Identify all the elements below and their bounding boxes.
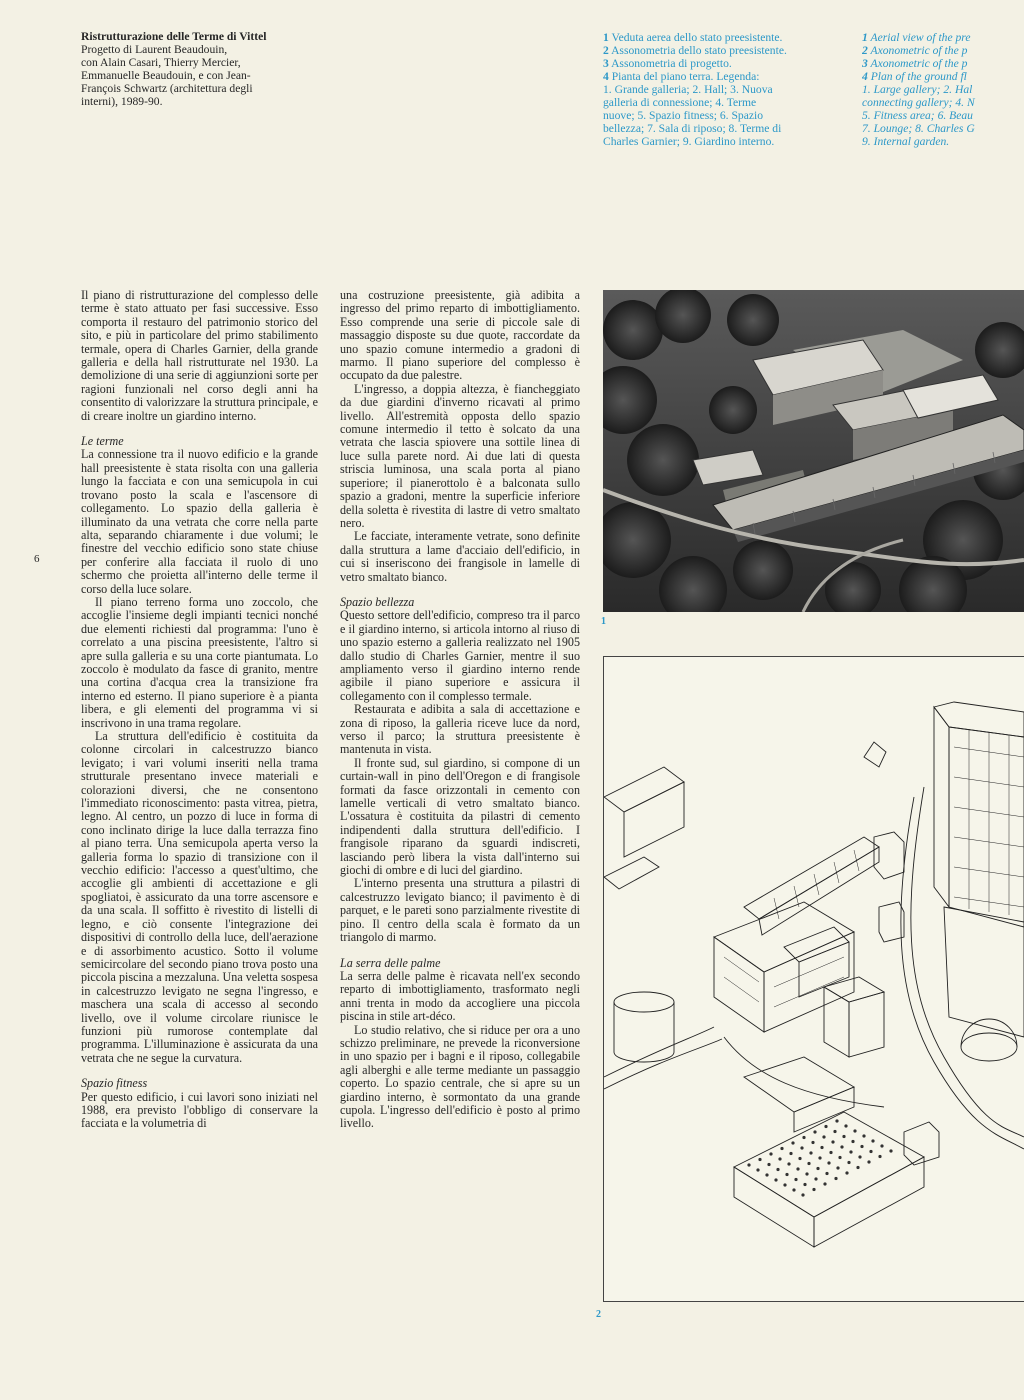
- caption-line: Charles Garnier; 9. Giardino interno.: [603, 135, 775, 148]
- paragraph: una costruzione preesistente, già adibita a ingresso del primo reparto di imbottigliamento. Esso comprende una serie di piccole sale di massaggio disposte su due quote, raccordate da uno spazio comune intermedio a gradoni di marmo. Il piano superiore del complesso è occupato da due palestre.: [340, 288, 580, 383]
- caption-line: 4 Pianta del piano terra. Legenda:: [603, 70, 760, 83]
- caption-line: 9. Internal garden.: [862, 135, 950, 148]
- paragraph: La struttura dell'edificio è costituita da colonne circolari in calcestruzzo bianco levigato; i vari volumi inseriti nella trama strutturale presentano invece materiali e colorazioni diversi, che ne consentono l'immediato riconoscimento: pasta vitrea, pietra, legno. Al centro, un pozzo di luce in forma di cono inclinato dirige la luce dalla terrazza fino al piano terra. Una semicupola aperta verso la galleria forma lo spazio di transizione con il vecchio edificio: l'accesso a quest'ultimo, che accoglie gli ambienti di accettazione e gli spogliatoi, è assicurato da una torre ascensore e da una scala. Il soffitto è rivestito di listelli di legno, e ciò consente l'integrazione dei dispositivi di controllo della luce, dell'aerazione e di assorbimento acustico. Sotto il volume semicircolare del secondo piano trova posto una piccola piscina a mezzaluna. Una veletta sospesa in calcestruzzo levigato ne segna l'ingresso, e maschera una scala di accesso al secondo livello, ove il volume circolare riunisce le funzioni più rumorose contemplate dal programma. L'illuminazione è assicurata da una vetrata che ne segue la curvatura.: [81, 729, 318, 1065]
- caption-line: 2 Assonometria dello stato preesistente.: [603, 44, 787, 57]
- paragraph: Lo studio relativo, che si riduce per ora a uno schizzo preliminare, ne prevede la riconversione in uno spazio per i bagni e il riposo, collegabile agli alberghi e alle terme mediante un passaggio coperto. Lo spazio centrale, che si apre su un giardino interno, è sormontato da una grande cupola. L'ingresso dell'edificio è posto al primo livello.: [340, 1022, 580, 1131]
- paragraph: Le facciate, interamente vetrate, sono definite dalla struttura a lame d'acciaio dell'edificio, in cui si inseriscono dei frangisole in lamelle di vetro smaltato bianco.: [340, 529, 580, 584]
- caption-line: bellezza; 7. Sala di riposo; 8. Terme di: [603, 122, 782, 135]
- credit-line: con Alain Casari, Thierry Mercier,: [81, 56, 241, 69]
- paragraph: La connessione tra il nuovo edificio e la grande hall preesistente è stata risolta con una galleria lungo la facciata e con una semicupola in cui trovano posto la scala e l'ascensore di collegamento. Lo spazio della galleria è illuminato da una vetrata che corre nella parte alta, separando chiaramente i due volumi; le finestre del vecchio edificio sono state chiuse per conferire alla facciata il ruolo di uno schermo che proietta all'interno delle terme il corso della luce solare.: [81, 447, 318, 596]
- section-heading: Spazio bellezza: [340, 594, 415, 609]
- paragraph: Il fronte sud, sul giardino, si compone di un curtain-wall in pino dell'Oregon e di frangisole formati da fasce orizzontali in cemento con lamelle verticali di vetro smaltato bianco. L'ossatura è costituita da pilastri di cemento indipendenti dalla struttura dell'edificio. I frangisole riparano da sguardi indiscreti, lasciando però libera la vista dall'interno sui giochi di ombre e di luci del giardino.: [340, 755, 580, 878]
- section-heading: Le terme: [81, 434, 124, 449]
- caption-line: galleria di connessione; 4. Terme: [603, 96, 757, 109]
- section-heading: La serra delle palme: [340, 955, 441, 970]
- caption-line: 1 Veduta aerea dello stato preesistente.: [603, 31, 783, 44]
- paragraph: La serra delle palme è ricavata nell'ex secondo reparto di imbottigliamento, trasformato negli anni trenta in modo da accogliere una piccola piscina in stile art-déco.: [340, 968, 580, 1024]
- aerial-photo: [603, 290, 1024, 612]
- credit-line: Progetto di Laurent Beaudouin,: [81, 43, 228, 56]
- paragraph: Il piano terreno forma uno zoccolo, che accoglie l'insieme degli impianti tecnici nonché due elementi richiesti dal programma: l'uno è correlato a una piscina preesistente, l'altro si apre sulla galleria e su una corte piantumata. Lo zoccolo è modulato da fasce di granito, mentre una cortina d'acqua crea la transizione fra interno ed esterno. Il piano superiore è a pianta libera, e gli elementi del programma vi si inscrivono in una trama regolare.: [81, 594, 318, 730]
- section-heading: Spazio fitness: [81, 1076, 148, 1091]
- page-number: 6: [34, 553, 40, 565]
- caption-line: 3 Assonometria di progetto.: [603, 57, 732, 70]
- paragraph: Per questo edificio, i cui lavori sono iniziati nel 1988, era previsto l'obbligo di conservare la facciata e la volumetria di: [81, 1089, 318, 1131]
- figure-number: 1: [601, 616, 606, 627]
- caption-line: 4 Plan of the ground fl: [862, 70, 967, 83]
- axonometric-drawing: [603, 656, 1024, 1302]
- caption-line: nuove; 5. Spazio fitness; 6. Spazio: [603, 109, 764, 122]
- caption-line: 7. Lounge; 8. Charles G: [862, 122, 975, 135]
- caption-line: 5. Fitness area; 6. Beau: [862, 109, 973, 122]
- captions-italian: [603, 31, 848, 148]
- paragraph: Restaurata e adibita a sala di accettazione e zona di riposo, la galleria riceve luce da nord, verso il parco; la struttura preesistente è mantenuta in vista.: [340, 702, 580, 757]
- project-credits: [81, 30, 326, 108]
- credit-line: François Schwartz (architettura degli: [81, 82, 253, 95]
- caption-line: 2 Axonometric of the p: [862, 44, 968, 57]
- paragraph: L'interno presenta una struttura a pilastri di calcestruzzo levigato bianco; il pavimento è di parquet, e le pareti sono parzialmente rivestite di pino. Il centro della scala è formato da un triangolo di marmo.: [340, 876, 580, 945]
- caption-line: 3 Axonometric of the p: [862, 57, 968, 70]
- paragraph: Il piano di ristrutturazione del complesso delle terme è stato attuato per fasi successive. Esso comporta il restauro del patrimonio storico del sito, e più in particolare del primo stabilimento termale, opera di Charles Garnier, della grande galleria e della hall ristrutturate nel 1930. La demolizione di una serie di aggiunzioni sorte per ragioni funzionali nel corso degli anni ha consentito di valorizzare la struttura principale, e di creare inoltre un giardino interno.: [81, 288, 318, 423]
- caption-line: 1. Large gallery; 2. Hal: [862, 83, 973, 96]
- credit-line: Emmanuelle Beaudouin, e con Jean-: [81, 69, 251, 82]
- figure-number: 2: [596, 1309, 601, 1320]
- text-column-2: [340, 289, 580, 1131]
- project-title: Ristrutturazione delle Terme di Vittel: [81, 30, 267, 43]
- caption-line: 1. Grande galleria; 2. Hall; 3. Nuova: [603, 83, 773, 96]
- paragraph: Questo settore dell'edificio, compreso tra il parco e il giardino interno, si articola intorno al riuso di uno spazio esterno a galleria realizzato nel 1905 dallo studio di Charles Garnier, mentre il suo ampliamento verso il giardino interno rende agibile il piano superiore e assicura il collegamento con il complesso termale.: [340, 608, 580, 703]
- caption-line: 1 Aerial view of the pre: [862, 31, 971, 44]
- credit-line: interni), 1989-90.: [81, 95, 163, 108]
- paragraph: L'ingresso, a doppia altezza, è fiancheggiato da due giardini d'inverno ricavati al primo livello. All'estremità opposta dello spazio comune intermedio il tetto è solcato da una vetrata che lascia spiovere una sottile linea di luce sulla parete nord. Ai due lati di questa striscia luminosa, una scala porta al piano superiore; il pianerottolo è a balconata sullo spazio a gradoni, mentre la superficie inferiore della soletta è rivestita di lastre di vetro smaltato nero.: [340, 381, 580, 530]
- caption-line: connecting gallery; 4. N: [862, 96, 975, 109]
- text-column-1: [81, 289, 318, 1131]
- captions-english: [862, 31, 1024, 148]
